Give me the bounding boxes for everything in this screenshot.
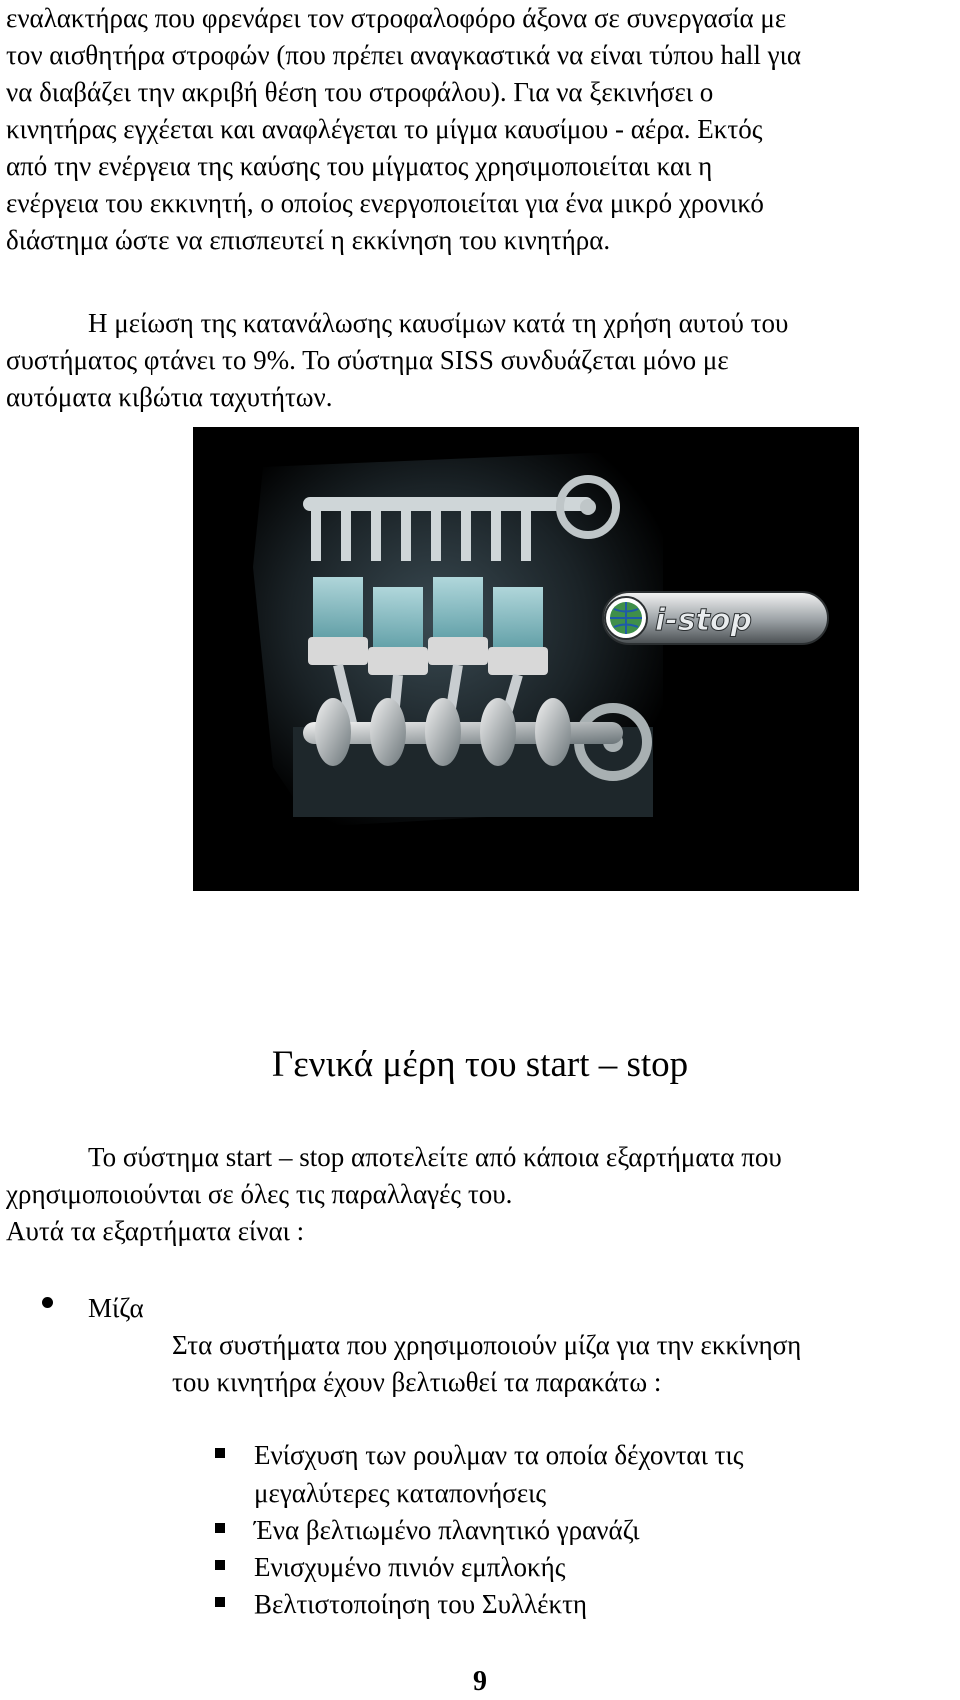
section-intro-line: Το σύστημα start – stop αποτελείτε από κάποια εξαρτήματα που [88,1142,782,1172]
paragraph-1-line: κινητήρας εγχέεται και αναφλέγεται το μίγμα καυσίμου - αέρα. Εκτός [6,114,763,144]
bullet-dot-icon [42,1297,53,1308]
section-intro-line: χρησιμοποιούνται σε όλες τις παραλλαγές του. [6,1179,513,1209]
square-bullet-icon [215,1560,225,1570]
paragraph-1-line: εναλακτήρας που φρενάρει τον στροφαλοφόρο άξονα σε συνεργασία με [6,3,787,33]
paragraph-1-line: ενέργεια του εκκινητή, ο οποίος ενεργοποιείται για ένα μικρό χρονικό [6,188,764,218]
section-heading: Γενικά μέρη του start – stop [271,1044,689,1085]
paragraph-2-line: συστήματος φτάνει το 9%. Το σύστημα SISS συνδυάζεται μόνο με [6,345,729,375]
paragraph-2-line: αυτόματα κιβώτια ταχυτήτων. [6,382,333,412]
sub-item-continuation: μεγαλύτερες καταπονήσεις [254,1478,547,1508]
paragraph-1-line: τον αισθητήρα στροφών (που πρέπει αναγκαστικά να είναι τύπου hall για [6,40,802,70]
paragraph-1-line: να διαβάζει την ακριβή θέση του στροφάλου). Για να ξεκινήσει ο [6,77,714,107]
engine-figure [193,427,859,891]
square-bullet-icon [215,1448,225,1458]
page-number: 9 [473,1666,487,1697]
square-bullet-icon [215,1597,225,1607]
section-intro-line: Αυτά τα εξαρτήματα είναι : [6,1216,305,1246]
bullet-description-line: Στα συστήματα που χρησιμοποιούν μίζα για την εκκίνηση [172,1330,802,1360]
sub-item: Ενίσχυση των ρουλμαν τα οποία δέχονται τις [254,1440,744,1470]
sub-item: Ένα βελτιωμένο πλανητικό γρανάζι [254,1515,640,1545]
square-bullet-icon [215,1523,225,1533]
sub-item: Ενισχυμένο πινιόν εμπλοκής [254,1552,566,1582]
bullet-label: Μίζα [88,1293,144,1323]
sub-item: Βελτιστοποίηση του Συλλέκτη [254,1589,588,1619]
black-corner-shape [691,825,859,891]
paragraph-1-line: από την ενέργεια της καύσης του μίγματος χρησιμοποιείται και η [6,151,713,181]
bullet-description-line: του κινητήρα έχουν βελτιωθεί τα παρακάτω : [172,1367,662,1397]
i-stop-logo [603,592,828,644]
paragraph-1-line: διάστημα ώστε να επισπευτεί η εκκίνηση του κινητήρα. [6,225,611,255]
i-stop-logo-text: i-stop [655,603,753,638]
paragraph-2-line: Η μείωση της κατανάλωσης καυσίμων κατά τη χρήση αυτού του [88,308,789,338]
engine-illustration [193,427,859,891]
